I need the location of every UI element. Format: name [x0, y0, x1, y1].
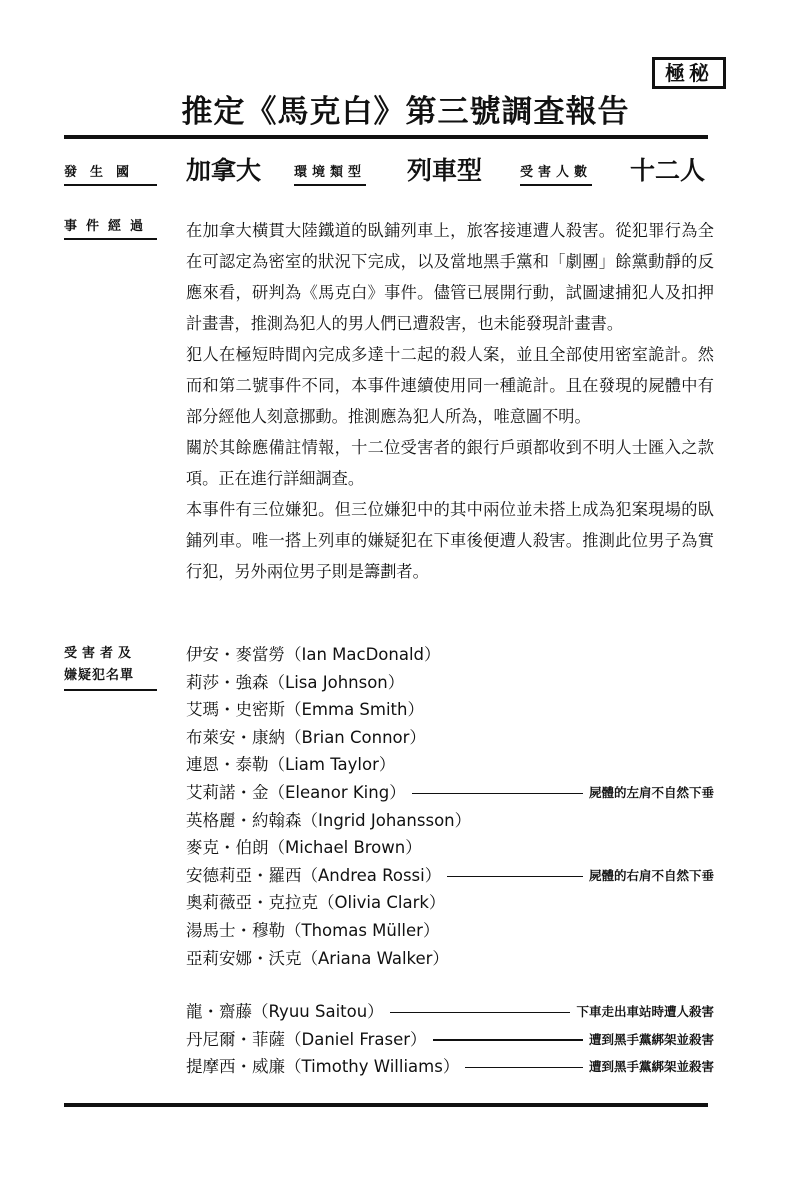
incident-paragraph: 關於其餘應備註情報，十二位受害者的銀行戶頭都收到不明人士匯入之款項。正在進行詳細調查。	[186, 438, 714, 488]
suspect-name: 龍・齋藤（Ryuu Saitou）	[186, 1002, 384, 1021]
names-list-label-line1: 受害者及	[64, 646, 137, 661]
connector-line	[433, 1039, 583, 1041]
suspect-row	[186, 1053, 714, 1080]
victim-row	[186, 834, 714, 861]
victim-name: 艾莉諾・金（Eleanor King）	[186, 783, 406, 802]
suspect-name: 提摩西・威廉（Timothy Williams）	[186, 1057, 460, 1077]
incident-paragraph: 犯人在極短時間內完成多達十二起的殺人案，並且全部使用密室詭計。然而和第二號事件不同，本事件連續使用同一種詭計。且在發現的屍體中有部分經他人刻意挪動。推測應為犯人所為，唯意圖不明。	[186, 345, 714, 426]
names-list-label-line2: 嫌疑犯名單	[64, 668, 135, 683]
victim-name: 艾瑪・史密斯（Emma Smith）	[186, 700, 424, 720]
victim-row	[186, 641, 714, 668]
victim-name: 麥克・伯朗（Michael Brown）	[186, 838, 422, 858]
annotation-note: 下車走出車站時遭人殺害	[576, 1004, 714, 1019]
annotation-note: 遭到黑手黨綁架並殺害	[588, 1031, 714, 1047]
victim-name: 布萊安・康納（Brian Connor）	[186, 727, 426, 747]
victim-row	[186, 945, 714, 972]
victim-row	[186, 669, 714, 696]
names-list-label	[64, 643, 157, 691]
victim-name: 亞莉安娜・沃克（Ariana Walker）	[186, 948, 449, 968]
environment-type-value: 列車型	[407, 156, 483, 185]
page-title: 推定《馬克白》第三號調查報告	[181, 94, 630, 130]
country-label: 發 生 國	[64, 165, 157, 186]
victim-name: 英格麗・約翰森（Ingrid Johansson）	[186, 810, 472, 830]
victim-count-value: 十二人	[630, 156, 706, 185]
connector-line	[465, 1067, 583, 1069]
connector-line	[412, 793, 583, 795]
victim-row	[186, 862, 714, 889]
annotation-note: 遭到黑手黨綁架並殺害	[588, 1059, 714, 1075]
annotation-note: 屍體的右肩不自然下垂	[588, 867, 714, 883]
environment-type-label: 環境類型	[294, 165, 366, 186]
incident-label: 事件經過	[64, 219, 157, 240]
connector-line	[390, 1012, 570, 1014]
suspect-row	[186, 1026, 714, 1053]
victim-row	[186, 751, 714, 778]
victim-name: 連恩・泰勒（Liam Taylor）	[186, 755, 396, 775]
top-secret-stamp: 極秘	[652, 57, 726, 89]
victim-row	[186, 696, 714, 723]
victim-row	[186, 724, 714, 751]
victim-name: 莉莎・強森（Lisa Johnson）	[186, 672, 405, 692]
victim-count-label: 受害人數	[520, 165, 592, 186]
incident-description	[186, 215, 714, 587]
annotation-note: 屍體的左肩不自然下垂	[588, 785, 714, 800]
incident-paragraph: 在加拿大橫貫大陸鐵道的臥鋪列車上，旅客接連遭人殺害。從犯罪行為全在可認定為密室的狀況下完成，以及當地黑手黨和「劇團」餘黨動靜的反應來看，研判為《馬克白》事件。儘管已展開行動，試圖逮捕犯人及扣押計畫書，推測為犯人的男人們已遭殺害，也未能發現計畫書。	[186, 221, 714, 333]
incident-paragraph: 本事件有三位嫌犯。但三位嫌犯中的其中兩位並未搭上成為犯案現場的臥鋪列車。唯一搭上列車的嫌疑犯在下車後便遭人殺害。推測此位男子為實行犯，另外兩位男子則是籌劃者。	[186, 500, 714, 581]
victim-name: 湯馬士・穆勒（Thomas Müller）	[186, 921, 440, 940]
victim-name: 伊安・麥當勞（Ian MacDonald）	[186, 645, 441, 664]
victim-name: 奧莉薇亞・克拉克（Olivia Clark）	[186, 893, 446, 913]
bottom-rule	[64, 1103, 708, 1107]
victim-row	[186, 807, 714, 834]
connector-line	[447, 876, 583, 878]
country-value: 加拿大	[186, 156, 262, 185]
title-rule	[64, 135, 708, 139]
victim-row	[186, 917, 714, 944]
victim-row	[186, 779, 714, 806]
victim-row	[186, 889, 714, 916]
suspect-row	[186, 998, 714, 1025]
suspect-name: 丹尼爾・菲薩（Daniel Fraser）	[186, 1029, 427, 1049]
victim-name: 安德莉亞・羅西（Andrea Rossi）	[186, 865, 442, 885]
